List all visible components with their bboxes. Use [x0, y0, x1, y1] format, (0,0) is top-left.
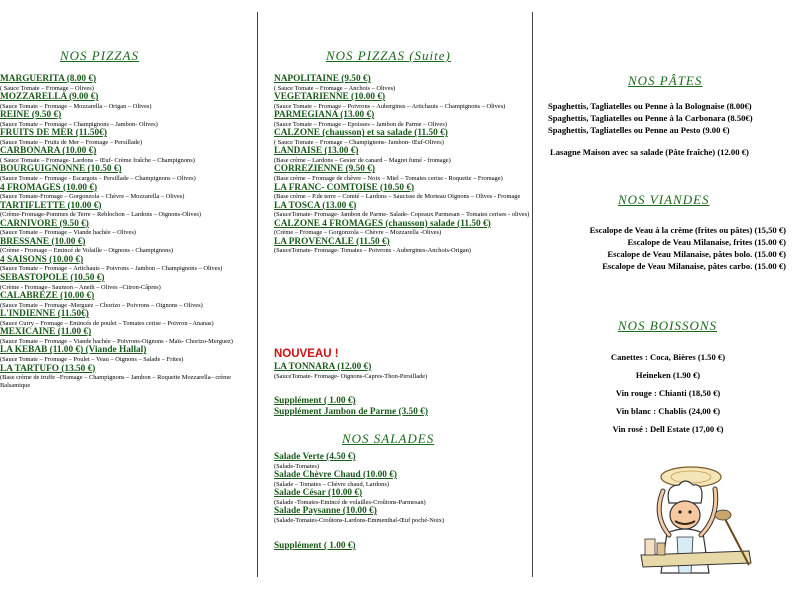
menu-item-name: MOZZARELLA (9.00 €) — [0, 92, 99, 103]
menu-item — [274, 488, 530, 506]
menu-item-name: LANDAISE (13.00 €) — [274, 146, 359, 157]
menu-item-description: (Sauce Tomate – Fromage – Poulet – Veau – Oignons – Salade – Frites) — [0, 355, 184, 363]
menu-item-description: (Salade-Tomates) — [274, 462, 319, 470]
menu-item-name: CORREZIENNE (9.50 €) — [274, 164, 375, 175]
menu-item — [0, 128, 255, 146]
menu-item-name: MARGUERITA (8.00 €) — [0, 74, 97, 84]
menu-item-name: PARMEGIANA (13.00 €) — [274, 110, 375, 121]
menu-item — [274, 237, 530, 255]
menu-item-name: MEXICAINE (11.00 €) — [0, 327, 92, 338]
menu-item-description: (Base crème – P.de terre – Comté – Lardons – Saucisse de Morteau Oignons – Olives - Fromage — [274, 193, 521, 201]
column-divider — [532, 12, 533, 577]
menu-item-name: CALZONE (chausson) et sa salade (11.50 €) — [274, 128, 448, 139]
menu-item — [0, 291, 255, 309]
menu-item-description: (Salade-Tomates-Croûtons-Lardons-Emmenthal-Œuf poché-Noix) — [274, 516, 445, 524]
menu-item-description: ( Sauce Tomate – Fromage – Anchois – Olives) — [274, 84, 396, 92]
menu-item — [0, 255, 255, 273]
menu-item-name: TARTIFLETTE (10.00 €) — [0, 200, 102, 211]
menu-item-description: (Sauce Tomate – Fromage – Viande hachée – Poivrons-Oignons - Maïs- Chorizo-Merguez) — [0, 337, 233, 345]
menu-item-description: (Sauce Tomate – Fromage – Champignons – Jambon- Olives) — [0, 120, 158, 128]
viande-line: Escalope de Veau à la crème (frites ou pâtes) (15,50 €) — [589, 225, 786, 235]
pizzas-suite-column — [262, 0, 530, 600]
menu-item — [0, 110, 255, 128]
boissons-list — [536, 348, 800, 438]
pates-line: Spaghettis, Tagliatelles ou Penne à la Bolognaise (8.00€) — [548, 101, 752, 111]
menu-item — [274, 74, 530, 92]
pates-viandes-boissons-column — [536, 0, 800, 600]
menu-item-name: LA FRANC- COMTOISE (10.50 €) — [274, 182, 415, 193]
menu-item — [274, 92, 530, 110]
boisson-line: Vin rosé : Dell Estate (17,00 €) — [612, 424, 724, 434]
column-divider — [257, 12, 258, 577]
menu-item-description: (Sauce Curry – Fromage – Emincés de poulet – Tomates cerise – Poivron –Ananas) — [0, 319, 214, 327]
salades-heading: NOS SALADES — [342, 431, 435, 446]
menu-item-description: (Sauce Tomate – Fromage – Viande hachée – Olives) — [0, 229, 136, 237]
menu-item-name: BOURGUIGNONNE (10.50 €) — [0, 164, 122, 175]
boisson-line: Canettes : Coca, Bières (1.50 €) — [610, 352, 726, 362]
menu-item-name: FRUITS DE MER (11.50€) — [0, 128, 107, 139]
lasagne-line: Lasagne Maison avec sa salade (Pâte fraîche) (12.00 €) — [550, 147, 749, 157]
boisson-line: Vin blanc : Chablis (24,00 €) — [615, 406, 721, 416]
menu-item-description: (Crème – Fromage – Gorgonzola – Chèvre – Mozzarella -Olives) — [274, 229, 442, 237]
menu-item-description: ( Sauce Tomate – Fromage – Champignons- Jambon- Œuf-Olives) — [274, 138, 444, 146]
viande-line: Escalope de Veau Milanaise, frites (15.00 €) — [627, 237, 786, 247]
menu-item-description: (Sauce Tomate – Fromage -Merguez – Chorizo – Poivrons – Oignons – Olives) — [0, 301, 203, 309]
menu-item — [0, 74, 255, 92]
menu-item — [274, 219, 530, 237]
menu-item-name: SEBASTOPOLE (10.50 €) — [0, 273, 105, 284]
menu-item-name: LA KEBAB (11.00 €) (Viande Hallal) — [0, 345, 147, 356]
menu-item — [274, 110, 530, 128]
viande-line: Escalope de Veau Milanaise, pâtes bolo. (15.00 €) — [607, 249, 786, 259]
menu-item-name: Salade Verte (4.50 €) — [274, 452, 356, 462]
pizzas-suite-heading: NOS PIZZAS (Suite) — [326, 48, 451, 63]
menu-item-name: Salade Paysanne (10.00 €) — [274, 506, 377, 517]
salades-supplement: Supplément ( 1.00 €) — [274, 541, 356, 551]
supplement-line: Supplément Jambon de Parme (3.50 €) — [274, 407, 428, 417]
menu-item-description: (Sauce Tomate – Fromage – Artichauts – Poivrons – Jambon – Champignons – Olives) — [0, 265, 223, 273]
menu-item-name: LA TONNARA (12.00 €) — [274, 362, 372, 372]
menu-item — [0, 364, 255, 390]
menu-item-name: CALZONE 4 FROMAGES (chausson) salade (11.50 €) — [274, 218, 491, 229]
menu-item-description: (Salade -Tomates-Emincé de volailles-Croûtons-Parmesan) — [274, 498, 426, 506]
supplement-line: Supplément ( 1.00 €) — [274, 396, 356, 406]
menu-item-description: ( Sauce Tomate – Fromage – Olives) — [0, 84, 94, 92]
menu-item — [274, 452, 530, 470]
menu-item — [0, 237, 255, 255]
menu-item-name: Salade Chèvre Chaud (10.00 €) — [274, 470, 398, 481]
pates-line: Spaghettis, Tagliatelles ou Penne à la Carbonara (8.50€) — [548, 113, 753, 123]
menu-item-description: (Sauce Tomate – Fromage – Epoisses – Jambon de Parme – Olives) — [274, 120, 447, 128]
menu-item-description: ( Sauce Tomate – Fromage- Lardons – Œuf- Crème fraîche – Champignons) — [0, 156, 195, 164]
menu-item-description: (Crème-Fromage-Pommes de Terre – Reblochon – Lardons – Oignons-Olives) — [0, 211, 202, 219]
menu-item — [0, 164, 255, 182]
menu-item-description: (Base crème de truffe –Fromage – Champignons – Jambon – Roquette Mozzarella– crème Balsamique — [0, 374, 231, 389]
menu-item — [0, 219, 255, 237]
menu-item-description: (SauceTomate- Fromage- Jambon de Parme- Salade- Copeaux Parmesan – Tomates cerises - olives) — [274, 211, 530, 219]
menu-item-name: LA TOSCA (13.00 €) — [274, 200, 357, 211]
menu-item-description: (SauceTomate- Fromage- Tomates – Poivrons - Aubergines-Anchois-Origan) — [274, 247, 471, 255]
pates-line: Spaghettis, Tagliatelles ou Penne au Pesto (9.00 €) — [548, 125, 730, 135]
menu-item-description: (Sauce Tomate – Fromage – Mozzarella – Origan – Olives) — [0, 102, 152, 110]
nouveau-list — [274, 362, 530, 380]
menu-item-description: (SauceTomate- Fromage- Oignons-Capres-Thon-Persillade) — [274, 372, 428, 380]
boisson-line: Vin rouge : Chianti (18,50 €) — [615, 388, 721, 398]
menu-item-name: 4 SAISONS (10.00 €) — [0, 254, 84, 265]
pizzas-column — [0, 0, 255, 600]
pates-list — [548, 100, 753, 158]
menu-item-name: LA TARTUFO (13.50 €) — [0, 363, 96, 374]
nouveau-label: NOUVEAU ! — [274, 348, 339, 360]
menu-item — [274, 164, 530, 182]
viande-line: Escalope de Veau Milanaise, pâtes carbo. (15.00 €) — [602, 261, 786, 271]
menu-item-name: VEGETARIENNE (10.00 €) — [274, 92, 386, 103]
menu-item-description: (Sauce Tomate – Fruits de Mer – Fromage – Persillade) — [0, 138, 142, 146]
menu-item-name: REINE (9.50 €) — [0, 110, 62, 121]
menu-item-description: (Sauce Tomate – Fromage – Poivrons – Aubergines – Artichauts – Champignons – Olives) — [274, 102, 506, 110]
menu-item-name: NAPOLITAINE (9.50 €) — [274, 74, 371, 84]
menu-item — [0, 309, 255, 327]
menu-item-name: Salade César (10.00 €) — [274, 488, 363, 499]
viandes-list — [590, 224, 786, 272]
menu-item — [0, 201, 255, 219]
menu-item — [0, 146, 255, 164]
menu-item-name: CARBONARA (10.00 €) — [0, 146, 97, 157]
menu-item — [274, 506, 530, 524]
menu-item — [274, 183, 530, 201]
menu-item-name: CARNIVORE (9.50 €) — [0, 218, 89, 229]
menu-item — [274, 146, 530, 164]
pates-heading: NOS PÂTES — [628, 73, 703, 88]
menu-item-name: 4 FROMAGES (10.00 €) — [0, 182, 98, 193]
supplements-list — [274, 396, 530, 418]
pizzas-heading: NOS PIZZAS — [60, 48, 139, 63]
menu-item — [274, 470, 530, 488]
menu-item-description: (Sauce Tomate-Fromage – Gorgonzola – Chèvre – Mozzarella – Olives) — [0, 193, 185, 201]
menu-item-description: (Crème - Fromage– Saumon – Aneth – Olives –Citron-Câpres) — [0, 283, 161, 291]
menu-item-description: (Base crème – Fromage de chèvre – Noix – Miel – Tomates cerise - Roquette – Fromage) — [274, 174, 503, 182]
menu-item — [0, 92, 255, 110]
pizza-chef-illustration — [631, 455, 761, 585]
menu-item — [274, 362, 530, 380]
menu-item-name: LA PROVENCALE (11.50 €) — [274, 236, 390, 247]
pizza-list — [0, 74, 255, 389]
viandes-heading: NOS VIANDES — [618, 192, 710, 207]
salades-list — [274, 452, 530, 524]
menu-item — [274, 128, 530, 146]
boissons-heading: NOS BOISSONS — [618, 318, 718, 333]
menu-item-name: L'INDIENNE (11.50€) — [0, 309, 89, 320]
menu-item — [0, 183, 255, 201]
menu-item — [0, 345, 255, 363]
menu-item-description: (Base crème – Lardons – Gesier de canard – Magret fumé - fromage) — [274, 156, 451, 164]
boisson-line: Heineken (1.90 €) — [635, 370, 701, 380]
menu-item-name: CALABREZE (10.00 €) — [0, 291, 95, 302]
menu-item-description: (Salade – Tomates – Chèvre chaud, Lardons) — [274, 480, 389, 488]
menu-item — [274, 201, 530, 219]
menu-item-description: (Sauce Tomate – Fromage - Escargots – Persillade – Champignons – Olives) — [0, 174, 196, 182]
menu-item — [0, 327, 255, 345]
menu-item — [0, 273, 255, 291]
pizza-suite-list — [274, 74, 530, 255]
menu-item-name: BRESSANE (10.00 €) — [0, 236, 86, 247]
menu-item-description: (Crème - Fromage – Emincé de Volaille – Oignons - Champignons) — [0, 247, 173, 255]
